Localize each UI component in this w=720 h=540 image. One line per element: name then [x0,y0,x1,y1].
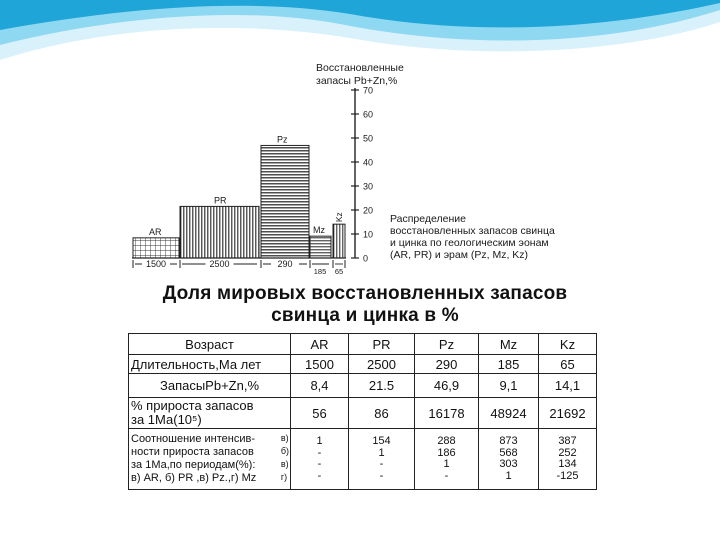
y-tick-label: 40 [363,157,374,168]
figure-title-line1: Доля мировых восстановленных запасов [162,283,568,304]
bar-label-ar: AR [149,226,162,237]
ratio-label-line2: ности прироста запасов [131,446,254,458]
reserves-kz: 14,1 [539,374,597,398]
table-row-header [129,334,597,355]
ratio-kz-2: 252 [558,446,577,459]
ratio-mz-1: 873 [499,435,518,447]
ratio-marker-4: г) [280,472,288,482]
chart-annotation [390,213,558,261]
growth-ar: 56 [291,398,349,429]
bar-pz [261,145,309,258]
y-tick-label: 70 [363,85,374,96]
ratio-label-line3: за 1Ма,по периодам(%): [131,459,256,471]
y-tick-label: 0 [363,253,369,264]
y-tick-label: 10 [363,229,374,240]
ratio-pz-3: 1 [443,458,450,470]
duration-label: 65 [334,267,344,276]
ratio-pr-3: - [379,458,384,470]
ratio-pr [349,429,415,490]
ratio-pz [415,429,479,490]
duration-label: 1500 [145,259,167,269]
duration-label: 290 [277,259,293,269]
ratio-label [129,429,291,490]
header-pr: PR [349,334,415,355]
growth-kz: 21692 [539,398,597,429]
table-row-ratio [129,429,597,490]
y-axis-title-line1: Восстановленные [316,62,404,74]
duration-mz: 185 [479,355,539,374]
y-tick-label: 60 [363,109,374,120]
bar-pr [180,206,259,258]
duration-pr: 2500 [349,355,415,374]
duration-label: Длительность,Ма лет [129,355,291,374]
ratio-marker-3: в) [280,459,289,469]
ratio-kz-4: -125 [556,469,579,482]
ratio-ar [291,429,349,490]
bar-mz [310,236,331,258]
bar-kz [333,224,345,258]
bar-label-mz: Mz [313,225,325,236]
figure-title-line2: свинца и цинка в % [271,305,459,326]
bar-label-kz: Kz [334,212,344,223]
y-tick-label: 20 [363,205,374,216]
reserves-ar: 8,4 [291,374,349,398]
ratio-ar-4: - [317,469,322,482]
duration-label: 185 [313,267,327,276]
ratio-ar-1: 1 [316,435,323,447]
chart-annotation-line1: Распределение [390,213,466,225]
chart-annotation-line2: восстановленных запасов свинца [390,225,555,237]
ratio-pr-2: 1 [378,446,385,459]
ratio-label-line1: Соотношение интенсив- [131,433,255,445]
header-pz: Pz [415,334,479,355]
duration-pz: 290 [415,355,479,374]
header-mz: Mz [479,334,539,355]
ratio-mz-2: 568 [499,446,518,459]
bar-label-pr: PR [214,195,227,206]
ratio-marker-2: б) [280,446,289,456]
bars-group [133,145,345,258]
header-kz: Kz [539,334,597,355]
table-row-reserves [129,374,597,398]
growth-pr: 86 [349,398,415,429]
ratio-mz-3: 303 [499,458,518,470]
ratio-mz-4: 1 [505,469,512,482]
growth-pz: 16178 [415,398,479,429]
reserves-table [128,333,597,490]
ratio-ar-3: - [317,458,322,470]
growth-mz: 48924 [479,398,539,429]
header-ar: AR [291,334,349,355]
chart-annotation-line3: и цинка по геологическим эонам [390,237,549,249]
reserves-pz: 46,9 [415,374,479,398]
duration-kz: 65 [539,355,597,374]
y-tick-label: 30 [363,181,374,192]
table-row-duration [129,355,597,374]
ratio-pr-4: - [379,469,384,482]
chart-annotation-line4: (AR, PR) и эрам (Pz, Mz, Kz) [390,249,529,261]
bar-label-pz: Pz [277,134,288,145]
duration-scale [133,259,345,276]
table-row-growth [129,398,597,429]
figure-title [120,283,610,327]
y-tick-label: 50 [363,133,374,144]
duration-ar: 1500 [291,355,349,374]
ratio-markers [281,432,289,484]
ratio-pz-4: - [444,469,449,482]
ratio-kz-1: 387 [558,435,577,447]
ratio-pr-1: 154 [372,435,391,447]
ratio-pz-2: 186 [437,446,456,459]
ratio-ar-2: - [317,446,322,459]
reserves-pr: 21.5 [349,374,415,398]
growth-label-line1: % прироста запасов [131,398,254,413]
y-axis-title-line2: запасы Pb+Zn,% [316,75,398,87]
ratio-label-line4: в) AR, б) PR ,в) Pz.,г) Mz [131,472,257,484]
y-axis-title [316,62,407,87]
ratio-pz-1: 288 [437,435,456,447]
reserves-mz: 9,1 [479,374,539,398]
growth-label [129,398,291,429]
ratio-kz-3: 134 [558,458,577,470]
header-label: Возраст [129,334,291,355]
growth-label-line2: за 1Ма(10⁵) [131,412,202,427]
reserves-label: ЗапасыPb+Zn,% [129,374,291,398]
duration-label: 2500 [209,259,230,269]
ratio-mz [479,429,539,490]
ratio-marker-1: в) [280,433,289,443]
bar-ar [133,238,179,258]
ratio-kz [539,429,597,490]
